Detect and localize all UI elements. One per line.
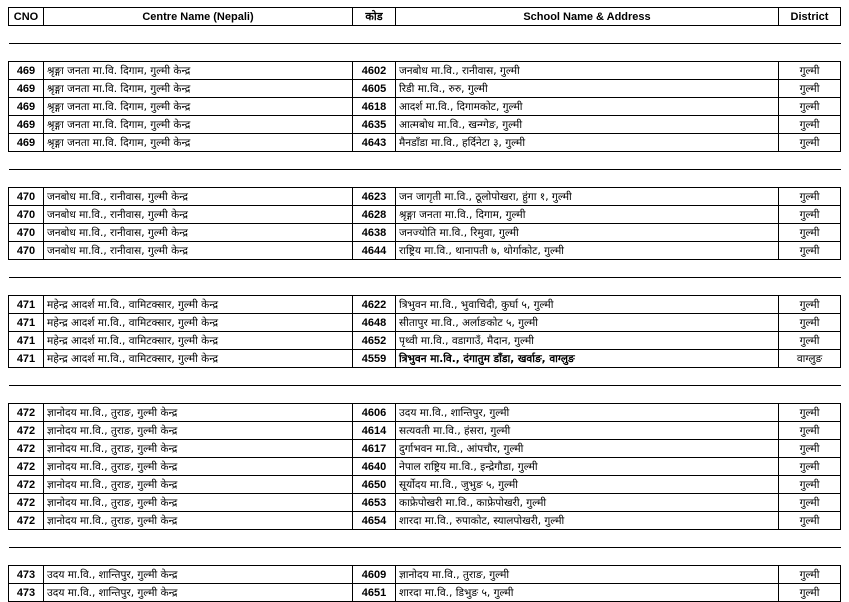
table-row	[9, 404, 841, 422]
centre-name-cell: श्रृङ्गा जनता मा.वि. दिगाम, गुल्मी केन्द्र	[44, 98, 353, 116]
school-name-cell: आदर्श मा.वि., दिगामकोट, गुल्मी	[396, 98, 779, 116]
header-cno: CNO	[9, 8, 44, 26]
centre-name-cell: जनबोध मा.वि., रानीवास, गुल्मी केन्द्र	[44, 206, 353, 224]
spacer-cell	[9, 152, 841, 170]
school-name-cell: राष्ट्रिय मा.वि., थानापती ७, थोर्गाकोट, गुल्मी	[396, 242, 779, 260]
school-name-cell: नेपाल राष्ट्रिय मा.वि., इन्द्रेगौडा, गुल्मी	[396, 458, 779, 476]
code-cell: 4623	[353, 188, 396, 206]
district-cell: गुल्मी	[779, 476, 841, 494]
code-cell: 4640	[353, 458, 396, 476]
district-cell: गुल्मी	[779, 458, 841, 476]
school-name-cell: सूर्योदय मा.वि., जुभुङ ५, गुल्मी	[396, 476, 779, 494]
centre-name-cell: ज्ञानोदय मा.वि., तुराङ, गुल्मी केन्द्र	[44, 494, 353, 512]
school-name-cell: जन जागृती मा.वि., ठूलोपोखरा, हुंगा १, गुल्मी	[396, 188, 779, 206]
school-name-cell: त्रिभुवन मा.वि., भुवाचिदी, कुर्घा ५, गुल्मी	[396, 296, 779, 314]
spacer-cell	[9, 386, 841, 404]
school-name-cell: जनज्योति मा.वि., रिमुवा, गुल्मी	[396, 224, 779, 242]
spacer-cell	[9, 170, 841, 188]
spacer-row	[9, 368, 841, 386]
district-cell: गुल्मी	[779, 80, 841, 98]
cno-cell: 471	[9, 332, 44, 350]
district-cell: गुल्मी	[779, 242, 841, 260]
code-cell: 4654	[353, 512, 396, 530]
district-cell: गुल्मी	[779, 512, 841, 530]
school-name-cell: शारदा मा.वि., डिभुङ ५, गुल्मी	[396, 584, 779, 602]
school-name-cell: मैनडाँडा मा.वि., हर्दिनेटा ३, गुल्मी	[396, 134, 779, 152]
cno-cell: 473	[9, 584, 44, 602]
centre-name-cell: उदय मा.वि., शान्तिपुर, गुल्मी केन्द्र	[44, 566, 353, 584]
cno-cell: 471	[9, 296, 44, 314]
district-cell: गुल्मी	[779, 116, 841, 134]
code-cell: 4650	[353, 476, 396, 494]
cno-cell: 472	[9, 494, 44, 512]
cno-cell: 470	[9, 224, 44, 242]
cno-cell: 471	[9, 350, 44, 368]
cno-cell: 472	[9, 404, 44, 422]
cno-cell: 469	[9, 98, 44, 116]
table-row	[9, 458, 841, 476]
code-cell: 4648	[353, 314, 396, 332]
code-cell: 4644	[353, 242, 396, 260]
district-cell: गुल्मी	[779, 62, 841, 80]
spacer-cell	[9, 44, 841, 62]
district-cell: गुल्मी	[779, 422, 841, 440]
table-row	[9, 566, 841, 584]
spacer-cell	[9, 278, 841, 296]
centre-name-cell: जनबोध मा.वि., रानीवास, गुल्मी केन्द्र	[44, 188, 353, 206]
school-name-cell: आत्मबोध मा.वि., खन्ग्गेङ, गुल्मी	[396, 116, 779, 134]
table-row	[9, 440, 841, 458]
code-cell: 4617	[353, 440, 396, 458]
code-cell: 4605	[353, 80, 396, 98]
district-cell: गुल्मी	[779, 206, 841, 224]
district-cell: गुल्मी	[779, 314, 841, 332]
header-district: District	[779, 8, 841, 26]
spacer-row	[9, 530, 841, 548]
school-name-cell: सत्यवती मा.वि., हंसरा, गुल्मी	[396, 422, 779, 440]
cno-cell: 470	[9, 242, 44, 260]
header-centre-name: Centre Name (Nepali)	[44, 8, 353, 26]
table-row	[9, 242, 841, 260]
code-cell: 4628	[353, 206, 396, 224]
spacer-row	[9, 386, 841, 404]
table-row	[9, 62, 841, 80]
centre-name-cell: ज्ञानोदय मा.वि., तुराङ, गुल्मी केन्द्र	[44, 458, 353, 476]
spacer-cell	[9, 260, 841, 278]
spacer-row	[9, 152, 841, 170]
centre-name-cell: ज्ञानोदय मा.वि., तुराङ, गुल्मी केन्द्र	[44, 476, 353, 494]
school-name-cell: दुर्गाभवन मा.वि., आंपचौर, गुल्मी	[396, 440, 779, 458]
spacer-row	[9, 548, 841, 566]
school-name-cell: उदय मा.वि., शान्तिपुर, गुल्मी	[396, 404, 779, 422]
spacer-row	[9, 170, 841, 188]
school-name-cell: जनबोध मा.वि., रानीवास, गुल्मी	[396, 62, 779, 80]
header-school-name: School Name & Address	[396, 8, 779, 26]
table-row	[9, 350, 841, 368]
centre-name-cell: श्रृङ्गा जनता मा.वि. दिगाम, गुल्मी केन्द्र	[44, 80, 353, 98]
district-cell: गुल्मी	[779, 332, 841, 350]
centre-name-cell: श्रृङ्गा जनता मा.वि. दिगाम, गुल्मी केन्द्र	[44, 62, 353, 80]
district-cell: गुल्मी	[779, 98, 841, 116]
table-row	[9, 476, 841, 494]
cno-cell: 469	[9, 134, 44, 152]
table-row	[9, 116, 841, 134]
district-cell: गुल्मी	[779, 440, 841, 458]
cno-cell: 473	[9, 566, 44, 584]
code-cell: 4653	[353, 494, 396, 512]
district-cell: गुल्मी	[779, 584, 841, 602]
table-row	[9, 206, 841, 224]
code-cell: 4614	[353, 422, 396, 440]
table-row	[9, 296, 841, 314]
district-cell: गुल्मी	[779, 224, 841, 242]
school-name-cell: त्रिभुवन मा.वि., दंगातुम डाँडा, खर्वाङ, वाग्लुङ	[396, 350, 779, 368]
code-cell: 4559	[353, 350, 396, 368]
centre-name-cell: श्रृङ्गा जनता मा.वि. दिगाम, गुल्मी केन्द्र	[44, 134, 353, 152]
table-row	[9, 314, 841, 332]
centre-name-cell: महेन्द्र आदर्श मा.वि., वामिटक्सार, गुल्मी केन्द्र	[44, 314, 353, 332]
spacer-row	[9, 278, 841, 296]
header-code: कोड	[353, 8, 396, 26]
spacer-cell	[9, 368, 841, 386]
code-cell: 4638	[353, 224, 396, 242]
code-cell: 4618	[353, 98, 396, 116]
centre-name-cell: ज्ञानोदय मा.वि., तुराङ, गुल्मी केन्द्र	[44, 404, 353, 422]
cno-cell: 472	[9, 458, 44, 476]
spacer-row	[9, 260, 841, 278]
cno-cell: 472	[9, 422, 44, 440]
district-cell: वाग्लुङ	[779, 350, 841, 368]
spacer-cell	[9, 548, 841, 566]
code-cell: 4602	[353, 62, 396, 80]
district-cell: गुल्मी	[779, 188, 841, 206]
table-row	[9, 134, 841, 152]
centre-name-cell: महेन्द्र आदर्श मा.वि., वामिटक्सार, गुल्मी केन्द्र	[44, 332, 353, 350]
district-cell: गुल्मी	[779, 404, 841, 422]
centre-name-cell: महेन्द्र आदर्श मा.वि., वामिटक्सार, गुल्मी केन्द्र	[44, 350, 353, 368]
cno-cell: 470	[9, 206, 44, 224]
school-name-cell: शारदा मा.वि., रुपाकोट, स्यालपोखरी, गुल्मी	[396, 512, 779, 530]
table-row	[9, 188, 841, 206]
code-cell: 4606	[353, 404, 396, 422]
centre-name-cell: जनबोध मा.वि., रानीवास, गुल्मी केन्द्र	[44, 242, 353, 260]
centre-name-cell: महेन्द्र आदर्श मा.वि., वामिटक्सार, गुल्मी केन्द्र	[44, 296, 353, 314]
spacer-row	[9, 26, 841, 44]
centre-name-cell: ज्ञानोदय मा.वि., तुराङ, गुल्मी केन्द्र	[44, 422, 353, 440]
table-row	[9, 494, 841, 512]
table-row	[9, 422, 841, 440]
district-cell: गुल्मी	[779, 566, 841, 584]
code-cell: 4635	[353, 116, 396, 134]
table-row	[9, 80, 841, 98]
district-cell: गुल्मी	[779, 296, 841, 314]
cno-cell: 470	[9, 188, 44, 206]
spacer-cell	[9, 530, 841, 548]
centre-name-cell: ज्ञानोदय मा.वि., तुराङ, गुल्मी केन्द्र	[44, 512, 353, 530]
spacer-row	[9, 44, 841, 62]
school-name-cell: पृथ्वी मा.वि., वडागाउँ, मैदान, गुल्मी	[396, 332, 779, 350]
code-cell: 4651	[353, 584, 396, 602]
code-cell: 4609	[353, 566, 396, 584]
district-cell: गुल्मी	[779, 134, 841, 152]
table-row	[9, 512, 841, 530]
table-row	[9, 224, 841, 242]
cno-cell: 469	[9, 80, 44, 98]
code-cell: 4622	[353, 296, 396, 314]
table-row	[9, 98, 841, 116]
cno-cell: 469	[9, 116, 44, 134]
school-centre-table	[8, 7, 841, 602]
code-cell: 4652	[353, 332, 396, 350]
cno-cell: 471	[9, 314, 44, 332]
school-name-cell: सीतापुर मा.वि., अर्लाङकोट ५, गुल्मी	[396, 314, 779, 332]
school-name-cell: श्रृङ्गा जनता मा.वि., दिगाम, गुल्मी	[396, 206, 779, 224]
cno-cell: 472	[9, 440, 44, 458]
table-body	[9, 26, 841, 602]
header-row	[9, 8, 841, 26]
school-name-cell: ज्ञानोदय मा.वि., तुराङ, गुल्मी	[396, 566, 779, 584]
cno-cell: 472	[9, 476, 44, 494]
centre-name-cell: जनबोध मा.वि., रानीवास, गुल्मी केन्द्र	[44, 224, 353, 242]
cno-cell: 472	[9, 512, 44, 530]
school-name-cell: रिडी मा.वि., रुरु, गुल्मी	[396, 80, 779, 98]
cno-cell: 469	[9, 62, 44, 80]
code-cell: 4643	[353, 134, 396, 152]
centre-name-cell: श्रृङ्गा जनता मा.वि. दिगाम, गुल्मी केन्द्र	[44, 116, 353, 134]
table-row	[9, 332, 841, 350]
centre-name-cell: उदय मा.वि., शान्तिपुर, गुल्मी केन्द्र	[44, 584, 353, 602]
district-cell: गुल्मी	[779, 494, 841, 512]
school-name-cell: काफ्रेपोखरी मा.वि., काफ्रेपोखरी, गुल्मी	[396, 494, 779, 512]
centre-name-cell: ज्ञानोदय मा.वि., तुराङ, गुल्मी केन्द्र	[44, 440, 353, 458]
spacer-cell	[9, 26, 841, 44]
